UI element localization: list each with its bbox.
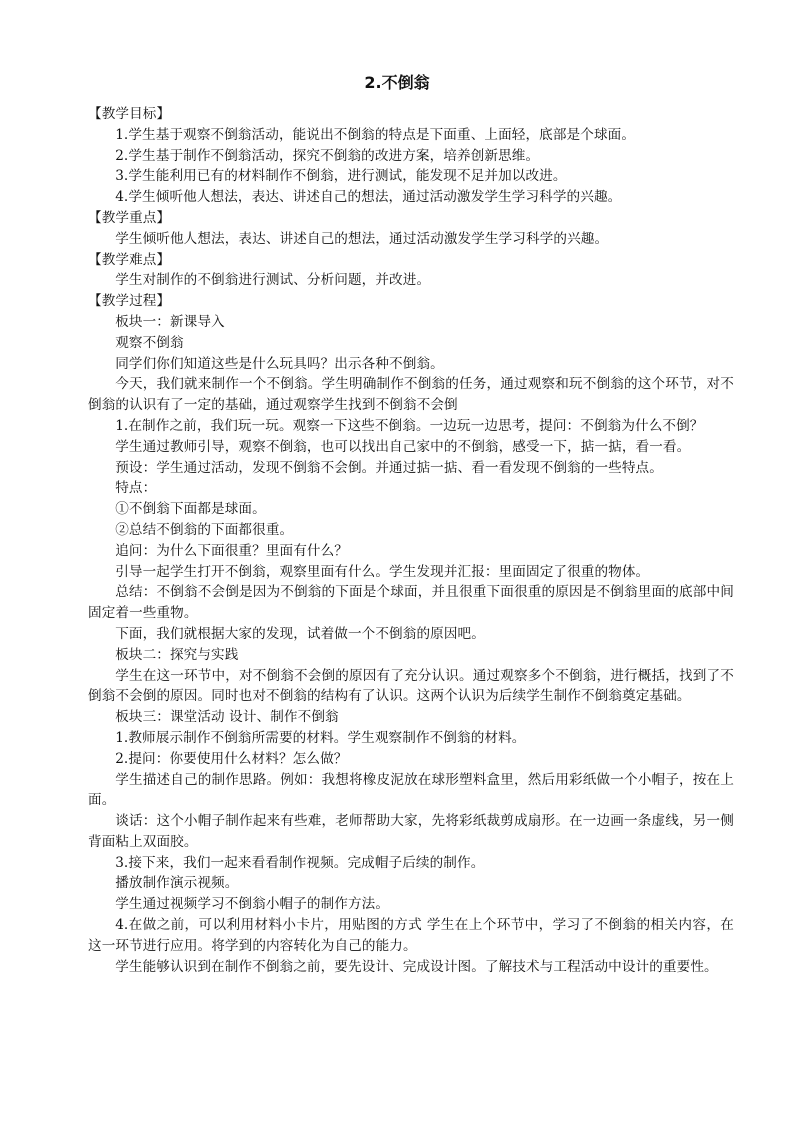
paragraph: 今天，我们就来制作一个不倒翁。学生明确制作不倒翁的任务，通过观察和玩不倒翁的这个环节，对不倒翁的认识有了一定的基础，通过观察学生找到不倒翁不会倒 [88, 376, 734, 414]
paragraph: 同学们你们知道这些是什么玩具吗？出示各种不倒翁。 [115, 355, 444, 372]
paragraph: 1.学生基于观察不倒翁活动，能说出不倒翁的特点是下面重、上面轻，底部是个球面。 [115, 126, 636, 143]
paragraph: 3.学生能利用已有的材料制作不倒翁，进行测试，能发现不足并加以改进。 [115, 168, 567, 185]
paragraph: 引导一起学生打开不倒翁，观察里面有什么。学生发现并汇报：里面固定了很重的物体。 [115, 563, 650, 580]
paragraph: 2.提问：你要使用什么材料？怎么做？ [115, 750, 348, 767]
paragraph: ①不倒翁下面都是球面。 [115, 501, 266, 518]
paragraph: 追问：为什么下面很重？里面有什么？ [115, 542, 348, 559]
paragraph: 板块三：课堂活动 设计、制作不倒翁 [115, 709, 339, 726]
section-heading: 【教学重点】 [88, 209, 171, 226]
section-heading: 【教学目标】 [88, 106, 171, 122]
section-heading: 【教学难点】 [88, 251, 171, 268]
paragraph: 谈话：这个小帽子制作起来有些难，老师帮助大家，先将彩纸裁剪成扇形。在一边画一条虚线，另一侧背面粘上双面胶。 [88, 813, 734, 850]
paragraph: 播放制作演示视频。 [115, 875, 239, 892]
section-heading: 【教学过程】 [88, 293, 171, 310]
paragraph: 学生倾听他人想法，表达、讲述自己的想法，通过活动激发学生学习科学的兴趣。 [115, 230, 609, 247]
paragraph: 学生描述自己的制作思路。例如：我想将橡皮泥放在球形塑料盒里，然后用彩纸做一个小帽子，按在上面。 [88, 771, 734, 809]
paragraph: 学生对制作的不倒翁进行测试、分析问题，并改进。 [115, 272, 431, 289]
paragraph: 学生在这一环节中，对不倒翁不会倒的原因有了充分认识。通过观察多个不倒翁，进行概括，找到了不倒翁不会倒的原因。同时也对不倒翁的结构有了认识。这两个认识为后续学生制作不倒翁奠定基础。 [88, 667, 734, 705]
paragraph: 总结：不倒翁不会倒是因为不倒翁的下面是个球面，并且很重下面很重的原因是不倒翁里面的底部中间固定着一些重物。 [88, 584, 734, 622]
paragraph: 板块一：新课导入 [115, 313, 225, 330]
paragraph: 板块二：探究与实践 [115, 646, 239, 663]
paragraph: 1.教师展示制作不倒翁所需要的材料。学生观察制作不倒翁的材料。 [115, 729, 526, 746]
document-body [88, 104, 734, 977]
paragraph: 下面，我们就根据大家的发现，试着做一个不倒翁的原因吧。 [115, 625, 485, 642]
paragraph: 2.学生基于制作不倒翁活动，探究不倒翁的改进方案，培养创新思维。 [115, 147, 540, 164]
paragraph: 1.在制作之前，我们玩一玩。观察一下这些不倒翁。一边玩一边思考，提问：不倒翁为什么不倒？ [115, 417, 704, 434]
paragraph: 学生能够认识到在制作不倒翁之前，要先设计、完成设计图。了解技术与工程活动中设计的重要性。 [115, 958, 718, 975]
paragraph: ②总结不倒翁的下面都很重。 [115, 521, 294, 538]
paragraph: 特点： [115, 480, 157, 497]
paragraph: 学生通过视频学习不倒翁小帽子的制作方法。 [115, 896, 390, 913]
paragraph: 4.学生倾听他人想法，表达、讲述自己的想法，通过活动激发学生学习科学的兴趣。 [115, 189, 622, 206]
paragraph: 观察不倒翁 [115, 334, 184, 351]
paragraph: 预设：学生通过活动，发现不倒翁不会倒。并通过掂一掂、看一看发现不倒翁的一些特点。 [115, 459, 663, 476]
paragraph: 3.接下来，我们一起来看看制作视频。完成帽子后续的制作。 [115, 854, 485, 871]
document-title: 2.不倒翁 [364, 73, 430, 92]
paragraph: 学生通过教师引导，观察不倒翁，也可以找出自己家中的不倒翁，感受一下，掂一掂，看一看。 [115, 438, 691, 455]
paragraph: 4.在做之前，可以利用材料小卡片，用贴图的方式 学生在上个环节中，学习了不倒翁的相关内容，在这一环节进行应用。将学到的内容转化为自己的能力。 [88, 917, 734, 954]
